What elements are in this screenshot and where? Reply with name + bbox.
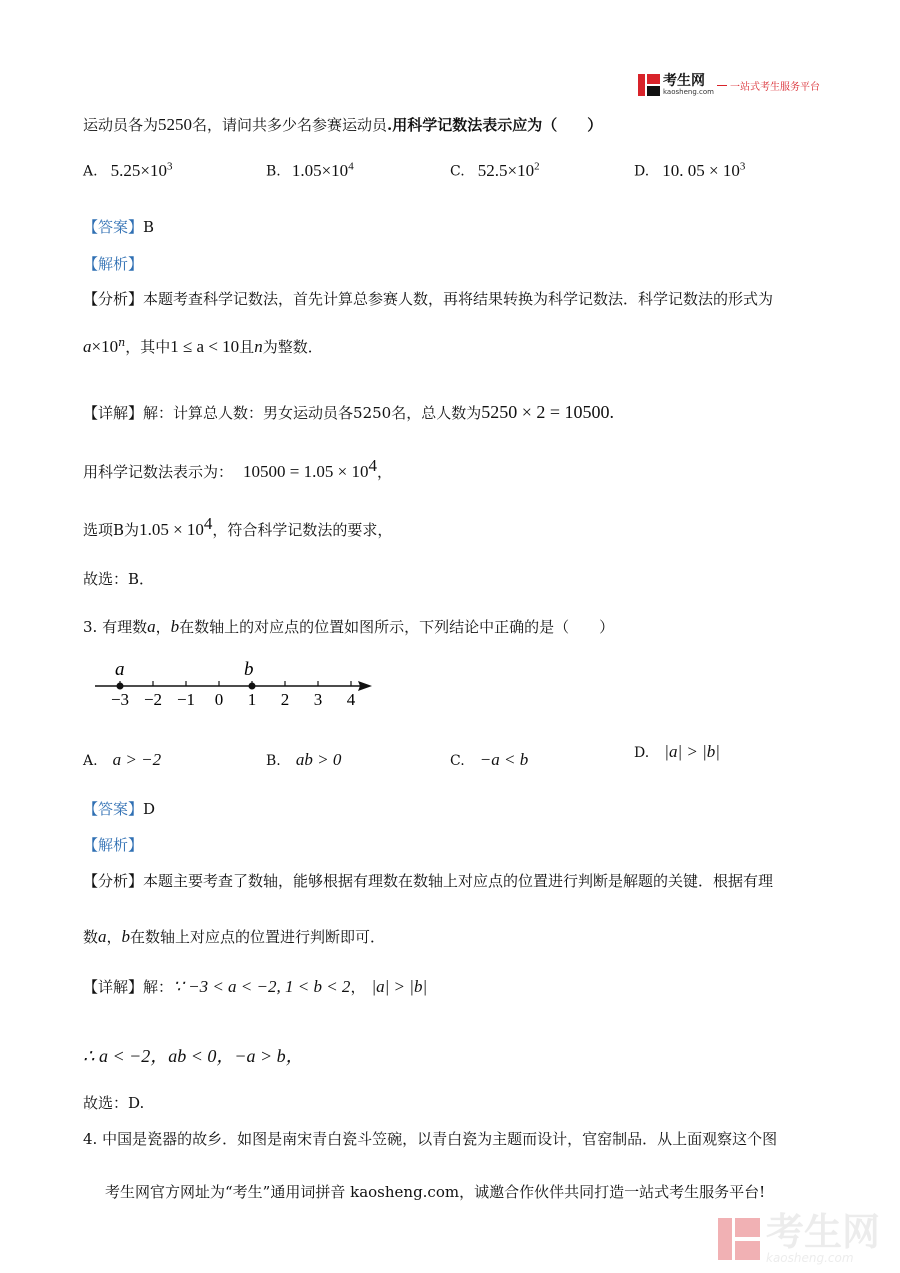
question-number: 4. xyxy=(83,1130,98,1148)
q2-option-b[interactable] xyxy=(266,160,354,181)
math-var: b xyxy=(121,927,131,946)
math-expr: 5250 × 2 = 10500. xyxy=(481,402,615,422)
option-value: |a| > |b| xyxy=(664,742,720,761)
text: 名，总人数为 xyxy=(391,404,482,422)
option-letter: C. xyxy=(450,753,465,769)
q3-analysis-tag: 【解析】 xyxy=(83,836,144,854)
q3-option-a[interactable] xyxy=(83,750,161,770)
option-letter: D. xyxy=(634,163,650,180)
text: B xyxy=(113,521,125,539)
q4-stem xyxy=(83,1128,777,1149)
option-value: $52.5\times 10^2$ xyxy=(477,160,540,180)
q3-option-d[interactable] xyxy=(634,742,720,762)
math-var: n xyxy=(254,337,263,356)
point-a xyxy=(117,683,124,690)
answer-tag: 【答案】 xyxy=(83,800,144,818)
math-expr: 1.05 × 10 xyxy=(139,520,204,539)
q2-analysis-tag: 【解析】 xyxy=(83,255,144,273)
xiangjie-tag: 【详解】 xyxy=(83,404,144,422)
text: ， xyxy=(155,618,171,636)
option-value: $5.25\times 10^3$ xyxy=(110,160,173,180)
text: ， xyxy=(106,928,122,946)
axis-tick-label: 1 xyxy=(247,690,257,709)
option-letter: A. xyxy=(83,163,98,180)
q3-therefore: ∴ a < −2，ab < 0，−a > b， xyxy=(83,1046,304,1066)
q3-fenxi xyxy=(83,870,773,891)
option-value: a > −2 xyxy=(112,750,162,769)
watermark xyxy=(718,1210,881,1265)
option-letter: A. xyxy=(83,753,98,769)
math-range: 1 ≤ a < 10 xyxy=(170,337,240,356)
text: ， xyxy=(350,978,366,996)
text: ， xyxy=(376,463,392,481)
axis-tick-label: 3 xyxy=(313,690,323,709)
math-exp: 4 xyxy=(203,514,213,533)
q2-option-c[interactable] xyxy=(450,160,540,181)
text: 用科学记数法表示为： xyxy=(83,463,234,481)
text: 在数轴上对应点的位置进行判断即可． xyxy=(130,928,386,946)
axis-tick-label: 0 xyxy=(214,690,224,709)
axis-tick-label: 2 xyxy=(280,690,290,709)
fenxi-tag: 【分析】 xyxy=(83,872,144,890)
q3-option-b[interactable] xyxy=(266,750,341,770)
fenxi-text: 本题考查科学记数法，首先计算总参赛人数，再将结果转换为科学记数法．科学记数法的形式为 xyxy=(143,290,774,308)
axis-tick-label: −2 xyxy=(143,690,163,709)
q2-option-d[interactable] xyxy=(634,160,745,181)
q2-line2 xyxy=(83,456,392,482)
math-expr: |a| > |b| xyxy=(371,977,428,996)
option-letter: B. xyxy=(266,753,281,769)
math-exp: n xyxy=(118,336,126,349)
q2-xiangjie xyxy=(83,402,614,423)
text: 且 xyxy=(239,338,255,356)
text: 有理数 xyxy=(102,618,148,636)
xiangjie-tag: 【详解】 xyxy=(83,978,144,996)
number: 5250 xyxy=(353,404,392,422)
kaosheng-logo-icon xyxy=(638,74,660,96)
axis-arrow-icon xyxy=(358,681,372,691)
q2-option-a[interactable] xyxy=(83,160,173,181)
text: 在数轴上的对应点的位置如图所示，下列结论中正确的是（ ） xyxy=(179,618,615,636)
logo-domain: kaosheng.com xyxy=(663,88,714,96)
q2-fenxi xyxy=(83,288,773,309)
answer-value: B xyxy=(143,218,155,236)
text: ，其中 xyxy=(125,338,171,356)
point-b-label: b xyxy=(244,659,254,680)
q2-line3 xyxy=(83,514,392,540)
q3-choose: 故选：D. xyxy=(83,1094,145,1112)
axis-tick-label: 4 xyxy=(346,690,356,709)
q2-stem-number: 5250 xyxy=(158,115,193,134)
q3-xiangjie xyxy=(83,976,427,997)
text: 数 xyxy=(83,928,99,946)
math-expr: ∵ −3 < a < −2, 1 < b < 2 xyxy=(173,977,351,996)
kaosheng-watermark-icon xyxy=(718,1218,760,1260)
point-a-label: a xyxy=(115,659,125,680)
q2-stem-text-a: 运动员各为 xyxy=(83,116,159,134)
text: 本题主要考查了数轴，能够根据有理数在数轴上对应点的位置进行判断是解题的关键．根据有理 xyxy=(143,872,774,890)
logo-separator xyxy=(717,85,727,86)
header-logo xyxy=(638,74,820,96)
logo-text xyxy=(663,74,714,96)
option-value: 10. $05 \times 10^3$ xyxy=(662,160,746,180)
q3-stem xyxy=(83,616,614,637)
q2-stem-text-c: .用科学记数法表示应为（ ） xyxy=(387,116,603,134)
number-line xyxy=(90,655,380,715)
watermark-domain: kaosheng.com xyxy=(766,1251,854,1265)
axis-tick-label: −3 xyxy=(110,690,130,709)
option-letter: B. xyxy=(266,163,281,180)
point-b xyxy=(249,683,256,690)
logo-name: 考生网 xyxy=(663,73,705,89)
q2-stem xyxy=(83,114,602,135)
axis-tick-label: −1 xyxy=(176,690,196,709)
option-letter: C. xyxy=(450,163,465,180)
answer-value: D xyxy=(143,800,156,818)
option-letter: D. xyxy=(634,745,650,761)
option-value: ab > 0 xyxy=(295,750,342,769)
q3-fenxi-line2 xyxy=(83,926,385,947)
math-expr: ×10 xyxy=(91,337,119,356)
answer-tag: 【答案】 xyxy=(83,218,144,236)
q3-option-c[interactable] xyxy=(450,750,528,770)
math-exp: 4 xyxy=(368,456,377,475)
q3-answer xyxy=(83,798,155,819)
q2-choose: 故选：B． xyxy=(83,570,155,588)
text: 中国是瓷器的故乡．如图是南宋青白瓷斗笠碗，以青白瓷为主题而设计，官窑制品．从上面观察这个图 xyxy=(102,1130,778,1148)
text: 选项 xyxy=(83,521,114,539)
header-slogan: 一站式考生服务平台 xyxy=(729,81,820,93)
option-value: −a < b xyxy=(479,750,529,769)
question-number: 3. xyxy=(83,618,98,636)
option-value: $1.05\times 10^4$ xyxy=(291,160,354,180)
watermark-name: 考生网 xyxy=(766,1210,881,1254)
text: 为 xyxy=(124,521,140,539)
math-expr: 10500 = 1.05 × 10 xyxy=(243,462,369,481)
text: 为整数． xyxy=(262,338,323,356)
text: ，符合科学记数法的要求， xyxy=(212,521,393,539)
math-var: a xyxy=(98,927,107,946)
q2-form xyxy=(83,336,323,357)
fenxi-tag: 【分析】 xyxy=(83,290,144,308)
math-var: b xyxy=(170,617,180,636)
text: 解： xyxy=(143,978,174,996)
text: 解：计算总人数：男女运动员各 xyxy=(143,404,354,422)
math-var: a xyxy=(83,337,92,356)
math-var: a xyxy=(147,617,156,636)
q2-stem-text-b: 名，请问共多少名参赛运动员 xyxy=(192,116,388,134)
q2-answer xyxy=(83,216,154,237)
footer-text: 考生网官方网址为“考生”通用词拼音 kaosheng.com，诚邀合作伙伴共同打造一站式考生服务平台! xyxy=(105,1183,766,1201)
